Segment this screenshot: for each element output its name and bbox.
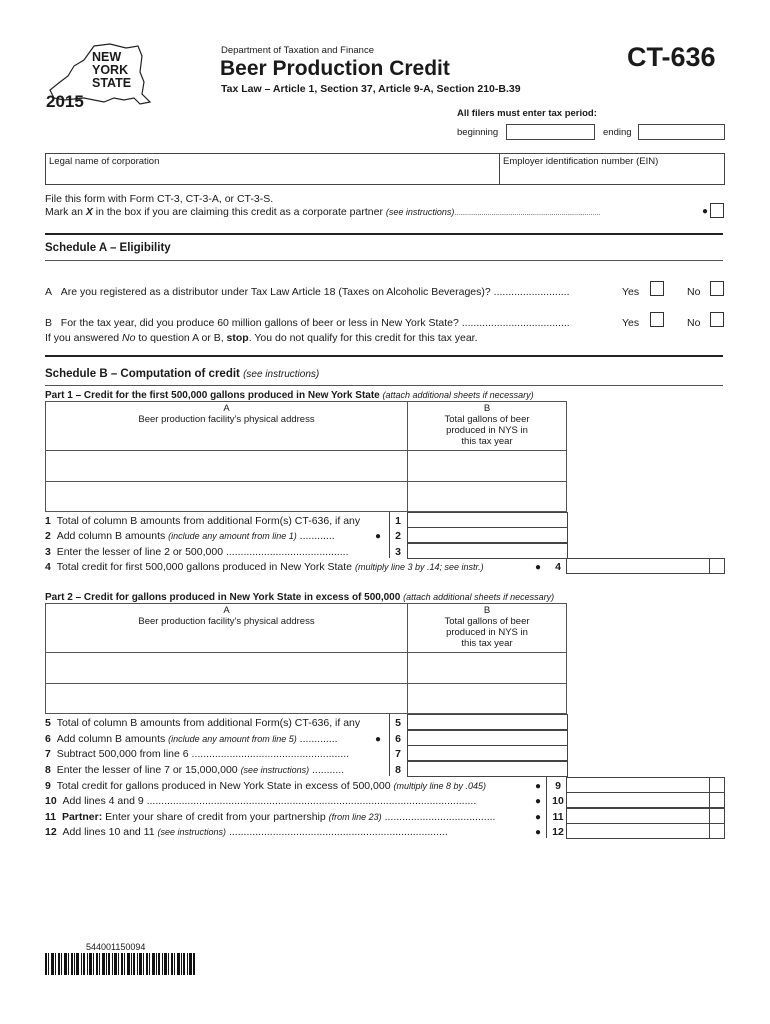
line-8-label	[45, 764, 344, 776]
part2-address-input-row1[interactable]	[46, 653, 407, 683]
column-b-label-1: Total gallons of beer	[444, 414, 530, 425]
column-a-label: Beer production facility’s physical address	[138, 414, 315, 425]
logo-text	[92, 51, 131, 90]
line-2-text: Add column B amounts	[56, 530, 169, 542]
ein-label: Employer identification number (EIN)	[503, 156, 659, 167]
line-9-cents[interactable]	[709, 777, 725, 793]
column-a-label: Beer production facility’s physical address	[138, 616, 315, 627]
line-10-input[interactable]	[566, 792, 711, 808]
question-a-no-checkbox[interactable]	[710, 281, 724, 296]
line-10-text: Add lines 4 and 9	[62, 795, 147, 807]
question-a-text: Are you registered as a distributor under Tax Law Article 18 (Taxes on Alcoholic Beverages)? ..........................	[60, 286, 570, 298]
form-id: CT-636	[627, 42, 716, 72]
column-a-letter: A	[223, 403, 230, 414]
ein-field[interactable]	[499, 153, 725, 185]
stop-no: No	[122, 332, 136, 344]
corporation-name-label: Legal name of corporation	[49, 156, 160, 167]
column-b-letter: B	[483, 403, 491, 414]
part2-title-text: Part 2 – Credit for gallons produced in New York State in excess of 500,000	[45, 592, 404, 603]
line-11-leader: ......................................	[381, 811, 496, 823]
question-a-letter: A	[45, 286, 53, 298]
section-divider	[45, 385, 723, 386]
schedule-b-title-text: Schedule B – Computation of credit	[45, 368, 244, 380]
line-12-num: 12	[45, 826, 57, 838]
line-5-box-number: 5	[395, 717, 401, 729]
line-12-label	[45, 826, 448, 838]
line-3-num: 3	[45, 546, 51, 558]
partner-post: in the box if you are claiming this credit as a corporate partner	[92, 206, 386, 218]
part1-address-input-row1[interactable]	[46, 451, 407, 481]
line-8-box-number: 8	[395, 764, 401, 776]
bullet-icon: ●	[535, 781, 542, 792]
bullet-icon: ●	[375, 734, 382, 745]
no-label: No	[687, 286, 701, 298]
partner-note: (see instructions)	[385, 207, 455, 217]
line-10-label	[45, 795, 476, 807]
corporation-name-field[interactable]	[45, 153, 501, 185]
line-6-note: (include any amount from line 5)	[168, 734, 297, 744]
line-11-num: 11	[45, 811, 57, 823]
line-8-text: Enter the lesser of line 7 or 15,000,000	[56, 764, 241, 776]
line-7-box-number: 7	[395, 748, 401, 760]
yes-label: Yes	[622, 286, 640, 298]
column-b-letter: B	[483, 605, 491, 616]
line-7-num: 7	[45, 748, 51, 760]
part1-address-input-row2[interactable]	[46, 482, 407, 511]
part1-gallons-input-row2[interactable]	[408, 482, 566, 511]
column-b-label-1: Total gallons of beer	[444, 616, 530, 627]
bullet-icon: ●	[702, 206, 709, 217]
line-10-box-number: 10	[552, 795, 564, 807]
table-rule	[566, 401, 567, 512]
line-8-input[interactable]	[407, 761, 568, 777]
line-9-label	[45, 780, 486, 792]
line-6-num: 6	[45, 733, 51, 745]
partner-leader: ...........................................................................	[454, 210, 601, 217]
line-11-input[interactable]	[566, 808, 711, 824]
line-12-box-number: 12	[552, 826, 564, 838]
line-4-num: 4	[45, 561, 51, 573]
part2-note: (attach additional sheets if necessary)	[403, 592, 555, 602]
line-3-label	[45, 546, 349, 558]
line-8-num: 8	[45, 764, 51, 776]
part2-gallons-input-row1[interactable]	[408, 653, 566, 683]
part1-title	[45, 390, 534, 401]
line-2-box-number: 2	[395, 530, 401, 542]
line-12-note: (see instructions)	[157, 827, 227, 837]
period-ending-input[interactable]	[638, 124, 725, 140]
table-rule	[45, 603, 566, 604]
form-title: Beer Production Credit	[220, 57, 450, 80]
stop-post: . You do not qualify for this credit for this tax year.	[248, 332, 478, 344]
line-5-num: 5	[45, 717, 51, 729]
schedule-b-note: (see instructions)	[243, 369, 320, 380]
line-12-cents[interactable]	[709, 823, 725, 839]
question-b-text: For the tax year, did you produce 60 million gallons of beer or less in New York State? .....................................	[60, 317, 570, 329]
line-8-note: (see instructions)	[240, 765, 310, 775]
line-7-text: Subtract 500,000 from line 6	[56, 748, 192, 760]
department-name: Department of Taxation and Finance	[221, 45, 374, 56]
part2-column-a-header	[46, 605, 407, 627]
line-4-box-number: 4	[555, 561, 561, 573]
barcode-number: 544001150094	[86, 942, 146, 952]
part2-address-input-row2[interactable]	[46, 684, 407, 713]
column-b-label-3: this tax year	[461, 436, 513, 447]
partner-instruction	[45, 206, 600, 218]
bullet-icon: ●	[535, 812, 542, 823]
line-4-cents[interactable]	[709, 558, 725, 574]
line-5-label	[45, 717, 360, 729]
bullet-icon: ●	[535, 562, 542, 573]
section-divider	[45, 355, 723, 357]
line-9-input[interactable]	[566, 777, 711, 793]
line-2-label	[45, 530, 335, 542]
line-11-label	[45, 811, 495, 823]
line-7-label	[45, 748, 349, 760]
line-11-cents[interactable]	[709, 808, 725, 824]
column-b-label-2: produced in NYS in	[446, 425, 528, 436]
schedule-a-title: Schedule A – Eligibility	[45, 242, 171, 254]
line-8-leader: ...........	[309, 764, 345, 776]
period-beginning-input[interactable]	[506, 124, 595, 140]
line-number-column-rule	[389, 714, 390, 776]
line-9-note: (multiply line 8 by .045)	[393, 781, 487, 791]
stop-pre: If you answered	[45, 332, 123, 344]
barcode-image	[45, 953, 195, 975]
line-6-input[interactable]	[407, 730, 568, 746]
column-a-letter: A	[223, 605, 230, 616]
tax-law-reference: Tax Law – Article 1, Section 37, Article 9-A, Section 210-B.39	[221, 83, 521, 95]
part1-column-b-header	[408, 403, 566, 447]
question-a	[45, 286, 570, 298]
barcode-icon	[45, 953, 195, 975]
line-1-input[interactable]	[407, 512, 568, 528]
column-b-label-2: produced in NYS in	[446, 627, 528, 638]
table-rule	[566, 603, 567, 714]
line-3-box-number: 3	[395, 546, 401, 558]
line-9-box-number: 9	[555, 780, 561, 792]
question-a-yes-checkbox[interactable]	[650, 281, 664, 296]
line-number-column-rule	[389, 512, 390, 558]
line-11-partner: Partner:	[61, 811, 103, 823]
bullet-icon: ●	[535, 796, 542, 807]
part1-gallons-input-row1[interactable]	[408, 451, 566, 481]
stop-instruction	[45, 332, 478, 344]
line-2-note: (include any amount from line 1)	[168, 531, 297, 541]
logo-line-state: STATE	[92, 76, 132, 90]
section-divider	[45, 260, 723, 261]
question-b	[45, 317, 570, 329]
line-10-leader: .................................................................................................................	[146, 795, 477, 807]
line-6-label	[45, 733, 338, 745]
file-with-instruction: File this form with Form CT-3, CT-3-A, or CT-3-S.	[45, 193, 274, 205]
part1-note: (attach additional sheets if necessary)	[382, 390, 534, 400]
line-2-input[interactable]	[407, 527, 568, 543]
bullet-icon: ●	[535, 827, 542, 838]
part2-column-b-header	[408, 605, 566, 649]
line-5-input[interactable]	[407, 714, 568, 730]
line-12-leader: ...........................................................................	[226, 826, 448, 838]
line-11-box-number: 11	[552, 811, 564, 823]
line-4-label	[45, 561, 484, 573]
yes-label: Yes	[622, 317, 640, 329]
line-7-input[interactable]	[407, 745, 568, 761]
corporate-partner-checkbox[interactable]	[710, 203, 724, 218]
no-label: No	[687, 317, 701, 329]
bullet-icon: ●	[375, 531, 382, 542]
line-10-num: 10	[45, 795, 57, 807]
line-4-input[interactable]	[566, 558, 711, 574]
line-3-leader: ..........................................	[225, 546, 349, 558]
line-9-text: Total credit for gallons produced in New York State in excess of 500,000	[56, 780, 394, 792]
part2-gallons-input-row2[interactable]	[408, 684, 566, 713]
schedule-b-title	[45, 368, 319, 380]
form-year: 2015	[46, 92, 84, 111]
partner-x: X	[85, 206, 93, 218]
table-rule	[45, 401, 566, 402]
line-3-text: Enter the lesser of line 2 or 500,000	[56, 546, 226, 558]
partner-pre: Mark an	[45, 206, 86, 218]
part2-title	[45, 592, 554, 603]
line-6-leader: .............	[296, 733, 338, 745]
part1-title-text: Part 1 – Credit for the first 500,000 gallons produced in New York State	[45, 390, 383, 401]
part1-column-a-header	[46, 403, 407, 425]
column-b-label-3: this tax year	[461, 638, 513, 649]
line-10-cents[interactable]	[709, 792, 725, 808]
question-b-no-checkbox[interactable]	[710, 312, 724, 327]
line-7-leader: ......................................................	[191, 748, 350, 760]
line-9-num: 9	[45, 780, 51, 792]
line-11-note: (from line 23)	[328, 812, 382, 822]
line-5-text: Total of column B amounts from additional Form(s) CT-636, if any	[56, 717, 361, 729]
stop-mid: to question A or B,	[135, 332, 227, 344]
line-3-input[interactable]	[407, 543, 568, 559]
stop-word: stop	[226, 332, 249, 344]
line-number-column-rule	[546, 777, 547, 838]
line-1-label	[45, 515, 360, 527]
question-b-letter: B	[45, 317, 53, 329]
line-1-text: Total of column B amounts from additional Form(s) CT-636, if any	[56, 515, 361, 527]
line-4-text: Total credit for first 500,000 gallons produced in New York State	[56, 561, 355, 573]
line-12-text: Add lines 10 and 11	[62, 826, 158, 838]
line-2-leader: ............	[296, 530, 335, 542]
line-6-text: Add column B amounts	[56, 733, 169, 745]
line-11-text: Enter your share of credit from your partnership	[102, 811, 329, 823]
tax-period-label: All filers must enter tax period:	[457, 108, 597, 119]
line-1-num: 1	[45, 515, 51, 527]
line-12-input[interactable]	[566, 823, 711, 839]
line-1-box-number: 1	[395, 515, 401, 527]
line-4-note: (multiply line 3 by .14; see instr.)	[354, 562, 484, 572]
line-2-num: 2	[45, 530, 51, 542]
question-b-yes-checkbox[interactable]	[650, 312, 664, 327]
line-6-box-number: 6	[395, 733, 401, 745]
ending-label: ending	[603, 127, 632, 138]
logo-line-new: NEW	[92, 50, 122, 64]
section-divider	[45, 233, 723, 235]
logo-line-york: YORK	[92, 63, 129, 77]
beginning-label: beginning	[457, 127, 499, 138]
